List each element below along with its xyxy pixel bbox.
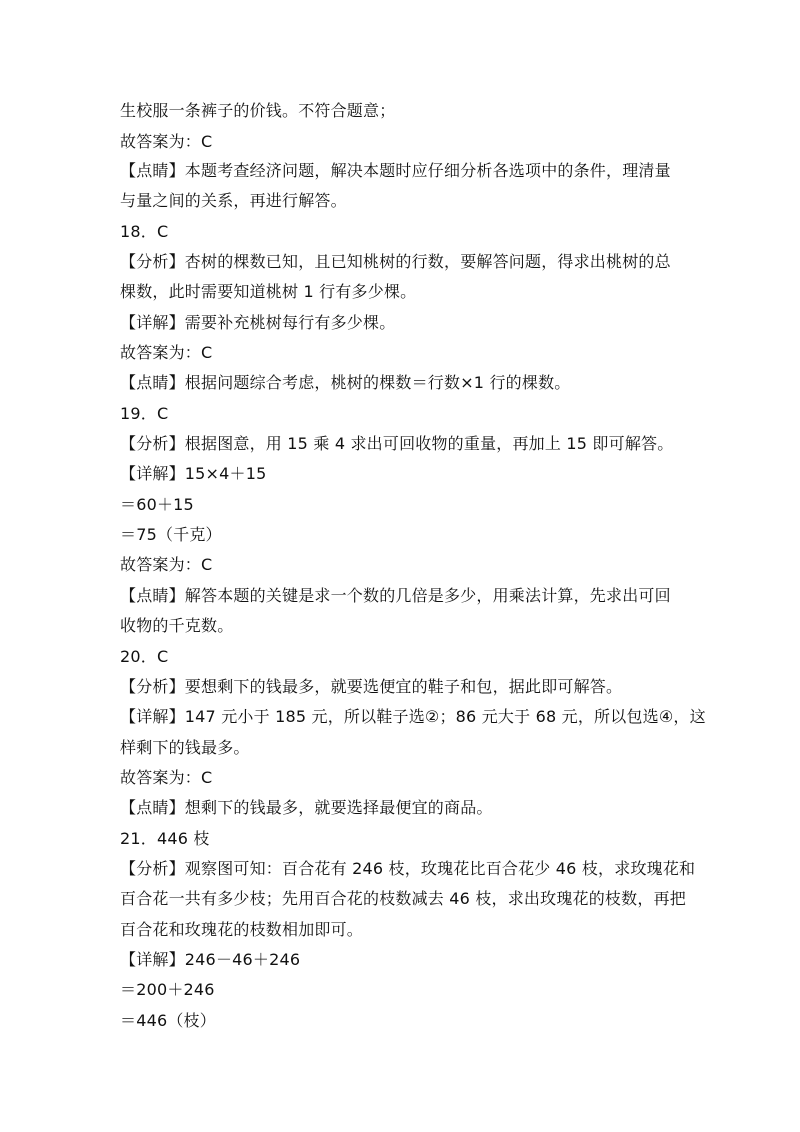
text-line: 样剩下的钱最多。	[120, 738, 250, 757]
text-line: 收物的千克数。	[120, 616, 234, 635]
text-line: 【详解】246－46＋246	[120, 950, 301, 969]
text-line: 【分析】观察图可知：百合花有 246 枝，玫瑰花比百合花少 46 枝，求玫瑰花和	[120, 859, 696, 878]
text-line: 【点睛】本题考查经济问题，解决本题时应仔细分析各选项中的条件，理清量	[120, 161, 671, 180]
text-line: 【分析】根据图意，用 15 乘 4 求出可回收物的重量，再加上 15 即可解答。	[120, 434, 674, 453]
text-line: 故答案为：C	[120, 768, 213, 787]
question-heading: 19．C	[120, 404, 169, 423]
text-line: 【点睛】根据问题综合考虑，桃树的棵数＝行数×1 行的棵数。	[120, 373, 571, 392]
text-line: 【点睛】想剩下的钱最多，就要选择最便宜的商品。	[120, 798, 493, 817]
text-line: 【点睛】解答本题的关键是求一个数的几倍是多少，用乘法计算，先求出可回	[120, 586, 671, 605]
text-line: 【详解】15×4＋15	[120, 464, 267, 483]
text-line: 故答案为：C	[120, 555, 213, 574]
text-line: ＝446（枝）	[120, 1011, 216, 1030]
text-line: 故答案为：C	[120, 343, 213, 362]
text-line: 故答案为：C	[120, 132, 213, 151]
question-heading: 18．C	[120, 222, 169, 241]
question-heading: 21．446 枝	[120, 829, 210, 848]
text-line: 百合花和玫瑰花的枝数相加即可。	[120, 920, 364, 939]
text-line: ＝60＋15	[120, 495, 194, 514]
text-line: 与量之间的关系，再进行解答。	[120, 191, 347, 210]
text-line: ＝75（千克）	[120, 525, 222, 544]
text-line: 生校服一条裤子的价钱。不符合题意；	[120, 101, 396, 120]
text-line: 【详解】需要补充桃树每行有多少棵。	[120, 313, 396, 332]
text-line: 百合花一共有多少枝；先用百合花的枝数减去 46 枝，求出玫瑰花的枝数，再把	[120, 889, 686, 908]
question-heading: 20．C	[120, 647, 169, 666]
text-line: 【分析】要想剩下的钱最多，就要选便宜的鞋子和包，据此即可解答。	[120, 677, 623, 696]
text-line: ＝200＋246	[120, 980, 215, 999]
text-line: 【详解】147 元小于 185 元，所以鞋子选②；86 元大于 68 元，所以包选④，这	[120, 707, 706, 726]
text-line: 棵数，此时需要知道桃树 1 行有多少棵。	[120, 282, 417, 301]
text-line: 【分析】杏树的棵数已知，且已知桃树的行数，要解答问题，得求出桃树的总	[120, 252, 671, 271]
